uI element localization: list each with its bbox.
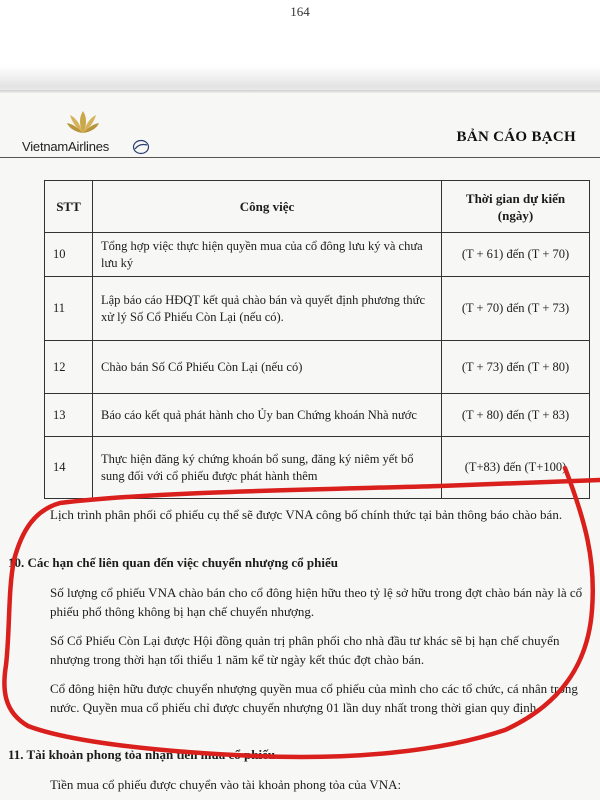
- header-divider: [0, 157, 600, 158]
- section-10-paragraph: Số lượng cổ phiếu VNA chào bán cho cổ đông hiện hữu theo tỷ lệ sở hữu trong đợt chào bán này là cổ phiếu phổ thông không bị hạn chế chuyển nhượng.: [50, 585, 583, 619]
- table-row: [45, 394, 590, 437]
- section-10-paragraph: Cổ đông hiện hữu được chuyển nhượng quyền mua cổ phiếu của mình cho các tổ chức, cá nhân trong nước. Quyền mua cổ phiếu chỉ được chuyển nhượng 01 lần duy nhất trong thời gian quy định.: [50, 681, 578, 715]
- page-header: [0, 105, 600, 155]
- row-task: Tổng hợp việc thực hiện quyền mua của cổ đông lưu ký và chưa lưu ký: [93, 233, 442, 277]
- column-header-time: Thời gian dự kiến (ngày): [442, 181, 590, 233]
- column-header-task: Công việc: [93, 181, 442, 233]
- row-time: (T + 73) đến (T + 80): [442, 341, 590, 394]
- column-header-stt: STT: [45, 181, 93, 233]
- skyteam-icon: [132, 139, 150, 155]
- document-page: [0, 93, 600, 800]
- logo-wordmark: VietnamAirlines: [22, 139, 110, 154]
- row-stt: 10: [45, 233, 93, 277]
- table-row: [45, 277, 590, 341]
- table-header-row: [45, 181, 590, 233]
- schedule-table: [44, 180, 590, 499]
- row-time: (T + 70) đến (T + 73): [442, 277, 590, 341]
- row-stt: 11: [45, 277, 93, 341]
- row-task: Chào bán Số Cổ Phiếu Còn Lại (nếu có): [93, 341, 442, 394]
- row-time: (T + 61) đến (T + 70): [442, 233, 590, 277]
- section-10-heading: 10. Các hạn chế liên quan đến việc chuyển nhượng cổ phiếu: [8, 555, 338, 570]
- row-task: Báo cáo kết quả phát hành cho Ủy ban Chứng khoán Nhà nước: [93, 394, 442, 437]
- section-11-heading: 11. Tài khoản phong tỏa nhận tiền mua cổ phiếu: [8, 747, 276, 762]
- section-11-paragraph: Tiền mua cổ phiếu được chuyển vào tài khoản phong tỏa của VNA:: [50, 777, 402, 792]
- section-10-paragraph: Số Cổ Phiếu Còn Lại được Hội đồng quản trị phân phối cho nhà đầu tư khác sẽ bị hạn chế chuyển nhượng trong thời hạn tối thiểu 1 năm kể từ ngày kết thúc đợt chào bán.: [50, 633, 560, 667]
- table-row: [45, 437, 590, 499]
- schedule-note: Lịch trình phân phối cổ phiếu cụ thể sẽ được VNA công bố chính thức tại bản thông báo chào bán.: [50, 507, 563, 522]
- lotus-logo-icon: [66, 109, 100, 135]
- row-time: (T+83) đến (T+100): [442, 437, 590, 499]
- row-task: Lập báo cáo HĐQT kết quả chào bán và quyết định phương thức xử lý Số Cổ Phiếu Còn Lại (nếu có).: [93, 277, 442, 341]
- row-time: (T + 80) đến (T + 83): [442, 394, 590, 437]
- row-stt: 14: [45, 437, 93, 499]
- page-number: 164: [290, 4, 310, 19]
- row-stt: 13: [45, 394, 93, 437]
- document-title: BẢN CÁO BẠCH: [456, 129, 576, 145]
- table-row: [45, 341, 590, 394]
- table-row: [45, 233, 590, 277]
- row-task: Thực hiện đăng ký chứng khoán bổ sung, đăng ký niêm yết bổ sung đối với cổ phiếu được phát hành thêm: [93, 437, 442, 499]
- row-stt: 12: [45, 341, 93, 394]
